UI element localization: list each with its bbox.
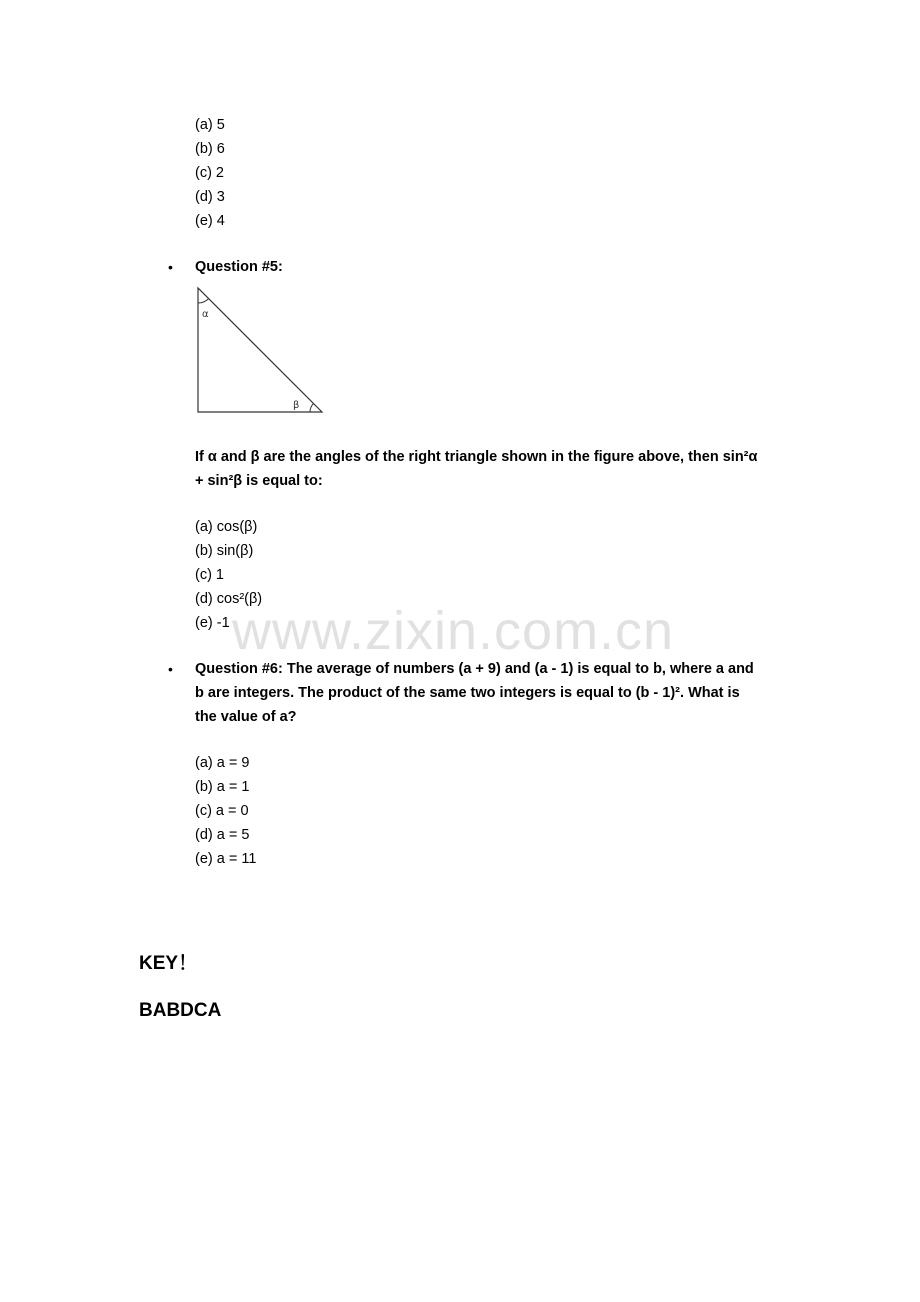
q4-option-d: (d) 3 (195, 189, 225, 205)
alpha-label: α (202, 309, 209, 320)
q6-question-line-2: b are integers. The product of the same two integers is equal to (b - 1)². What is (195, 685, 740, 701)
q6-question-line-1: Question #6: The average of numbers (a + 9) and (a - 1) is equal to b, where a and (195, 661, 754, 677)
q5-bullet: • (168, 259, 173, 275)
beta-arc (310, 404, 314, 413)
alpha-arc (198, 299, 209, 303)
q6-option-a: (a) a = 9 (195, 755, 250, 771)
q5-question-line-1: If α and β are the angles of the right triangle shown in the figure above, then sin²α (195, 449, 758, 465)
q4-option-c: (c) 2 (195, 165, 224, 181)
q4-option-e: (e) 4 (195, 213, 225, 229)
triangle-shape (198, 288, 322, 412)
right-triangle-figure (192, 282, 328, 418)
beta-label: β (293, 400, 300, 411)
q5-option-d: (d) cos²(β) (195, 591, 263, 607)
q6-option-e: (e) a = 11 (195, 851, 257, 867)
q5-option-e: (e) -1 (195, 615, 230, 631)
q6-question-line-3: the value of a? (195, 709, 297, 725)
q5-heading: Question #5: (195, 259, 283, 275)
q6-option-c: (c) a = 0 (195, 803, 249, 819)
watermark: www.zixin.com.cn (232, 601, 675, 661)
q5-question-line-2: + sin²β is equal to: (195, 473, 323, 489)
q4-option-b: (b) 6 (195, 141, 225, 157)
q5-option-b: (b) sin(β) (195, 543, 254, 559)
q6-bullet: • (168, 661, 173, 677)
q5-option-a: (a) cos(β) (195, 519, 258, 535)
q6-option-d: (d) a = 5 (195, 827, 250, 843)
key-answers: BABDCA (139, 1000, 222, 1021)
q4-option-a: (a) 5 (195, 117, 225, 133)
q6-option-b: (b) a = 1 (195, 779, 250, 795)
key-title: KEY！ (139, 953, 198, 974)
q5-option-c: (c) 1 (195, 567, 224, 583)
